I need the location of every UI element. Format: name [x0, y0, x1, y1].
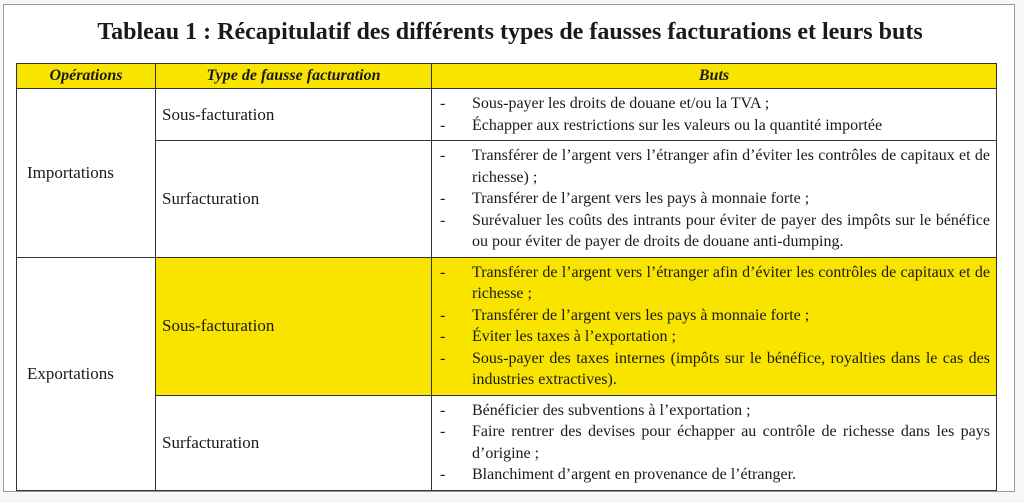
goals-cell-highlighted [432, 257, 997, 395]
goal-item [440, 326, 990, 348]
goal-text: Sous-payer les droits de douane et/ou la TVA ; [472, 95, 770, 112]
dash-bullet: - [440, 263, 446, 281]
goal-item [440, 262, 990, 305]
goal-text: Bénéficier des subventions à l’exportation ; [472, 401, 751, 419]
goal-item [440, 145, 990, 188]
goal-text: Sous-payer des taxes internes (impôts sur le bénéfice, royalties dans le cas des industries extractives). [472, 349, 990, 388]
header-operations: Opérations [17, 64, 156, 89]
operation-exportations: Exportations [17, 257, 156, 490]
header-type: Type de fausse facturation [156, 64, 432, 89]
goals-cell [432, 141, 997, 258]
goal-item [440, 93, 990, 115]
goal-text: Transférer de l’argent vers l’étranger afin d’éviter les contrôles de capitaux et de richesse) ; [472, 147, 990, 186]
table-title: Tableau 1 : Récapitulatif des différents types de fausses facturations et leurs buts [97, 19, 923, 45]
summary-table [16, 63, 997, 491]
goals-list [440, 93, 990, 136]
dash-bullet: - [440, 466, 446, 483]
dash-bullet: - [440, 306, 446, 324]
goal-item [440, 305, 990, 327]
goals-list [440, 262, 990, 391]
goal-text: Surévaluer les coûts des intrants pour éviter de payer des impôts sur le bénéfice ou pour éviter de payer de droits de douane anti-dumping. [472, 211, 990, 250]
dash-bullet: - [440, 116, 446, 134]
goal-text: Transférer de l’argent vers l’étranger afin d’éviter les contrôles de capitaux et de richesse ; [472, 263, 990, 302]
type-cell-highlighted: Sous-facturation [156, 257, 432, 395]
dash-bullet: - [440, 190, 446, 207]
dash-bullet: - [440, 211, 446, 229]
goal-text: Blanchiment d’argent en provenance de l’étranger. [472, 466, 797, 483]
goals-cell [432, 395, 997, 490]
dash-bullet: - [440, 423, 446, 440]
goal-item [440, 210, 990, 253]
goal-item [440, 421, 990, 464]
dash-bullet: - [440, 401, 446, 419]
goal-item [440, 115, 990, 137]
goal-text: Échapper aux restrictions sur les valeurs ou la quantité importée [472, 116, 883, 134]
goal-text: Faire rentrer des devises pour échapper au contrôle de richesse dans les pays d’origine ; [472, 423, 990, 462]
goal-item [440, 188, 990, 210]
goal-text: Éviter les taxes à l’exportation ; [472, 328, 676, 345]
dash-bullet: - [440, 95, 446, 112]
goals-list [440, 145, 990, 253]
table-row [17, 141, 997, 258]
table-row [17, 89, 997, 141]
type-cell: Surfacturation [156, 395, 432, 490]
dash-bullet: - [440, 328, 446, 345]
goal-text: Transférer de l’argent vers les pays à monnaie forte ; [472, 190, 810, 207]
goal-item [440, 464, 990, 486]
type-cell: Sous-facturation [156, 89, 432, 141]
header-row [17, 64, 997, 89]
goal-item [440, 348, 990, 391]
document-frame [3, 4, 1015, 492]
table-row [17, 257, 997, 395]
goal-text: Transférer de l’argent vers les pays à monnaie forte ; [472, 306, 810, 324]
goals-cell [432, 89, 997, 141]
goal-item [440, 400, 990, 422]
goals-list [440, 400, 990, 486]
dash-bullet: - [440, 349, 446, 367]
dash-bullet: - [440, 147, 446, 164]
type-cell: Surfacturation [156, 141, 432, 258]
header-buts: Buts [432, 64, 997, 89]
operation-importations: Importations [17, 89, 156, 258]
table-row [17, 395, 997, 490]
